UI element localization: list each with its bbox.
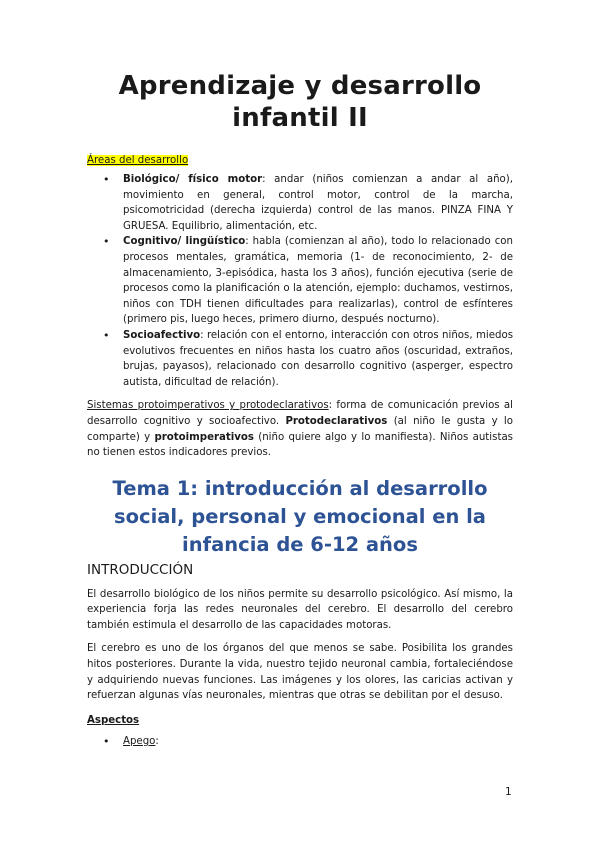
- aspectos-heading: Aspectos: [87, 714, 140, 726]
- areas-label-text: Áreas del desarrollo: [87, 155, 189, 166]
- intro-paragraph: El desarrollo biológico de los niños permite su desarrollo psicológico. Así mismo, la experiencia forja las redes neuronales del cerebro. El desarrollo del cerebro también estimula el desarrollo de las capacidades motoras.: [87, 588, 513, 631]
- list-item: [103, 172, 513, 234]
- area-text: : habla (comienzan al año), todo lo relacionado con procesos mentales, gramática, memoria (1- de reconocimiento, 2- de almacenamiento, 3-episódica, hasta los 3 años), función ejecutiva (serie de procesos como la planificación o la atención, ejemplo: duchamos, vestirnos, niños con TDH tienen dificultades para realizarlas), control de esfínteres (primero pis, luego heces, primero diurno, después nocturno).: [123, 236, 513, 326]
- sistemas-text-1: : forma de comunicación previos al desarrollo cognitivo y socioafectivo.: [87, 400, 513, 427]
- list-item: [103, 328, 513, 390]
- areas-label: [87, 154, 513, 168]
- page-number: 1: [505, 786, 512, 798]
- area-term: Cognitivo/ lingüístico: [123, 236, 246, 248]
- area-text: : relación con el entorno, interacción con otros niños, miedos evolutivos frecuentes en niños hasta los cuatro años (oscuridad, extraños, brujas, payasos), relacionado con desarrollo cognitivo (asperger, espectro autista, dificultad de relación).: [123, 329, 513, 388]
- tema-title: Tema 1: introducción al desarrollo social, personal y emocional en la infancia de 6-12 años: [112, 476, 488, 556]
- sistemas-text-3: (niño quiere algo y lo manifiesta). Niños autistas no tienen estos indicadores previos.: [87, 431, 513, 459]
- bullet-icon: •: [103, 235, 110, 249]
- area-term: Socioafectivo: [123, 329, 201, 341]
- intro-heading: INTRODUCCIÓN: [87, 561, 194, 578]
- bullet-icon: •: [103, 328, 110, 342]
- bullet-icon: •: [103, 173, 110, 186]
- aspecto-colon: :: [155, 735, 159, 747]
- area-text: : andar (niños comienzan a andar al año), movimiento en general, control motor, control de la marcha, psicomotricidad (derecha izquierda) control de las manos. PINZA FINA Y GRUESA. Equilibrio, alimentación, etc.: [123, 174, 513, 232]
- document-title: Aprendizaje y desarrollo infantil II: [118, 71, 482, 133]
- aspecto-term: Apego: [123, 735, 156, 747]
- area-term: Biológico/ físico motor: [123, 174, 263, 185]
- intro-paragraph: El cerebro es uno de los órganos del que menos se sabe. Posibilita los grandes hitos posteriores. Durante la vida, nuestro tejido neuronal cambia, fortaleciéndose y adquiriendo nuevas funciones. Las imágenes y los olores, las caricias activan y refuerzan algunas vías neuronales, mientras que otras se debilitan por el desuso.: [87, 643, 513, 702]
- sistemas-paragraph: [87, 398, 513, 460]
- page-content: [87, 70, 513, 749]
- sistemas-label: Sistemas protoimperativos y protodeclarativos: [87, 400, 329, 412]
- list-item: [103, 734, 513, 750]
- list-item: [103, 234, 513, 328]
- bullet-icon: •: [103, 734, 110, 748]
- areas-list: [87, 172, 513, 390]
- aspectos-list: [87, 734, 513, 750]
- sistemas-text-2: (al niño le gusta y lo comparte) y: [87, 415, 513, 443]
- sistemas-term-1: Protodeclarativos: [285, 415, 388, 427]
- sistemas-term-2: protoimperativos: [154, 431, 254, 443]
